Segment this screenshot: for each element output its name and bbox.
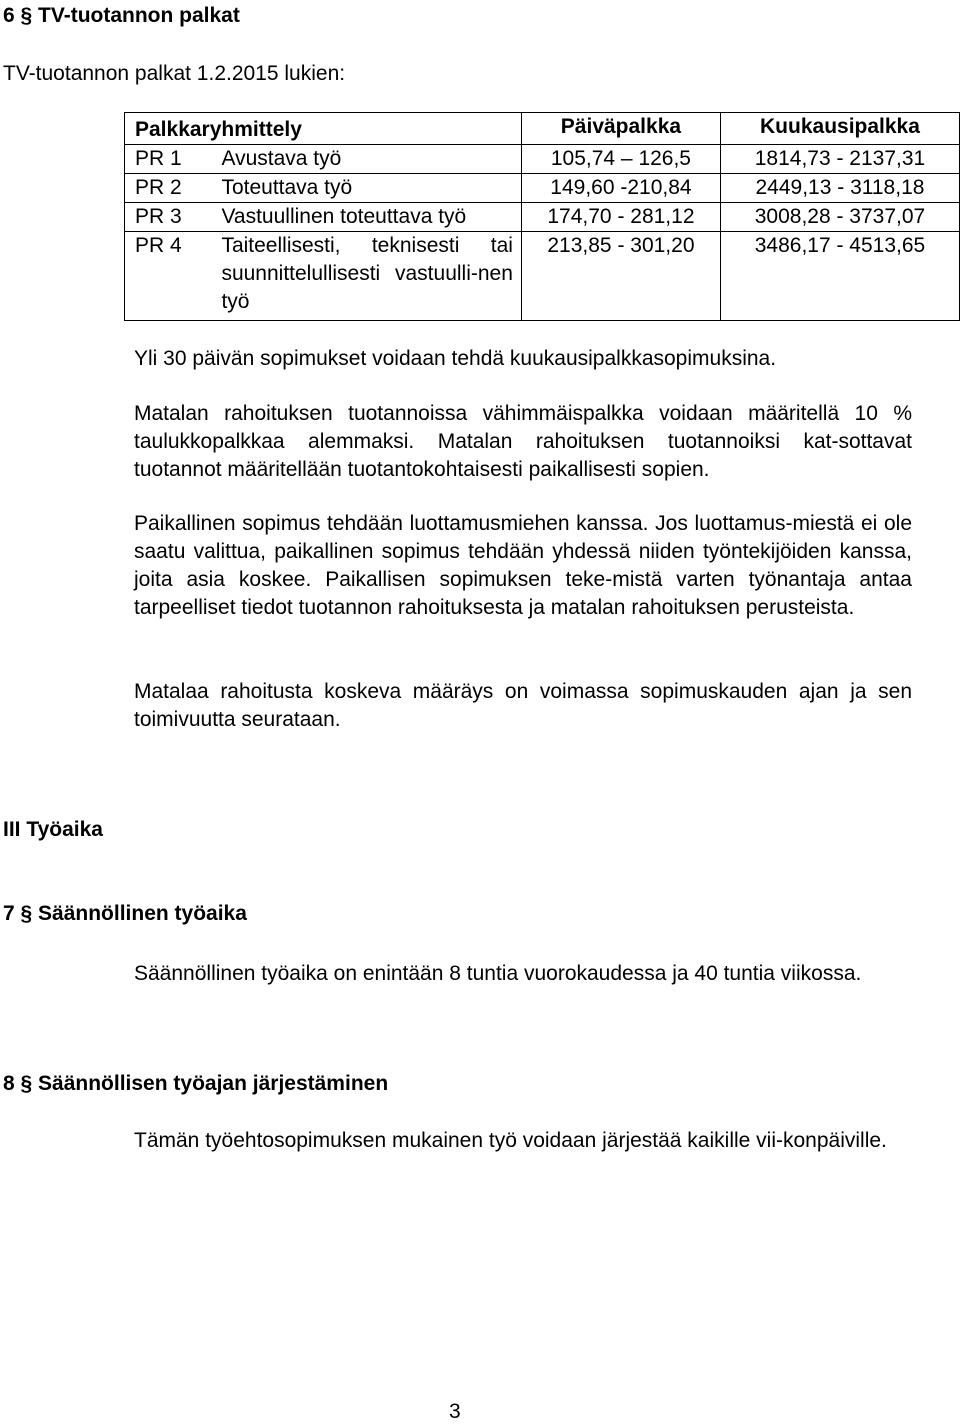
paragraph-local-agreement: Paikallinen sopimus tehdään luottamusmiehen kanssa. Jos luottamus-miestä ei ole saatu valittua, paikallinen sopimus tehdään yhdessä niiden työntekijöiden kanssa, joita asia koskee. Paikallisen sopimuksen teke-mistä varten työnantaja antaa tarpeelliset tiedot tuotannon rahoituksesta ja matalan rahoituksen perusteista. xyxy=(134,512,912,619)
header-monthly: Kuukausipalkka xyxy=(720,113,959,145)
row-desc: Taiteellisesti, teknisesti tai suunnittelullisesti vastuulli-nen työ xyxy=(209,232,521,321)
paragraph-monthly-contracts: Yli 30 päivän sopimukset voidaan tehdä kuukausipalkkasopimuksina. xyxy=(134,347,777,370)
row-daily: 149,60 -210,84 xyxy=(521,174,720,203)
table-row xyxy=(125,174,960,203)
table-row xyxy=(125,203,960,232)
section-6-heading: 6 § TV-tuotannon palkat xyxy=(3,4,240,27)
chapter-3-heading: III Työaika xyxy=(3,818,103,841)
row-code: PR 2 xyxy=(125,174,210,203)
paragraph-validity: Matalaa rahoitusta koskeva määräys on voimassa sopimuskauden ajan ja sen toimivuutta seurataan. xyxy=(134,680,912,731)
row-daily: 105,74 – 126,5 xyxy=(521,145,720,174)
table-header-row xyxy=(125,113,960,145)
table-row xyxy=(125,232,960,321)
section-8-heading: 8 § Säännöllisen työajan järjestäminen xyxy=(3,1072,389,1095)
row-desc: Toteuttava työ xyxy=(209,174,521,203)
row-daily: 174,70 - 281,12 xyxy=(521,203,720,232)
row-code: PR 4 xyxy=(125,232,210,321)
paragraph-low-funding: Matalan rahoituksen tuotannoissa vähimmäispalkka voidaan määritellä 10 % taulukkopalkkaa alemmaksi. Matalan rahoituksen tuotannoiksi kat-sottavat tuotannot määritellään tuotantokohtaisesti paikallisesti sopien. xyxy=(134,402,912,481)
header-group: Palkkaryhmittely xyxy=(125,113,522,145)
row-desc: Vastuullinen toteuttava työ xyxy=(209,203,521,232)
row-monthly: 3486,17 - 4513,65 xyxy=(720,232,959,321)
table-row xyxy=(125,145,960,174)
row-code: PR 1 xyxy=(125,145,210,174)
section-8-body: Tämän työehtosopimuksen mukainen työ voidaan järjestää kaikille vii-konpäiville. xyxy=(134,1129,887,1152)
page-number: 3 xyxy=(449,1400,461,1423)
section-7-body: Säännöllinen työaika on enintään 8 tuntia vuorokaudessa ja 40 tuntia viikossa. xyxy=(134,962,862,985)
row-monthly: 1814,73 - 2137,31 xyxy=(720,145,959,174)
row-code: PR 3 xyxy=(125,203,210,232)
section-7-heading: 7 § Säännöllinen työaika xyxy=(3,902,247,925)
row-monthly: 3008,28 - 3737,07 xyxy=(720,203,959,232)
row-desc: Avustava työ xyxy=(209,145,521,174)
salary-table xyxy=(124,112,960,321)
row-daily: 213,85 - 301,20 xyxy=(521,232,720,321)
row-monthly: 2449,13 - 3118,18 xyxy=(720,174,959,203)
section-6-subtitle: TV-tuotannon palkat 1.2.2015 lukien: xyxy=(3,62,346,85)
header-daily: Päiväpalkka xyxy=(521,113,720,145)
